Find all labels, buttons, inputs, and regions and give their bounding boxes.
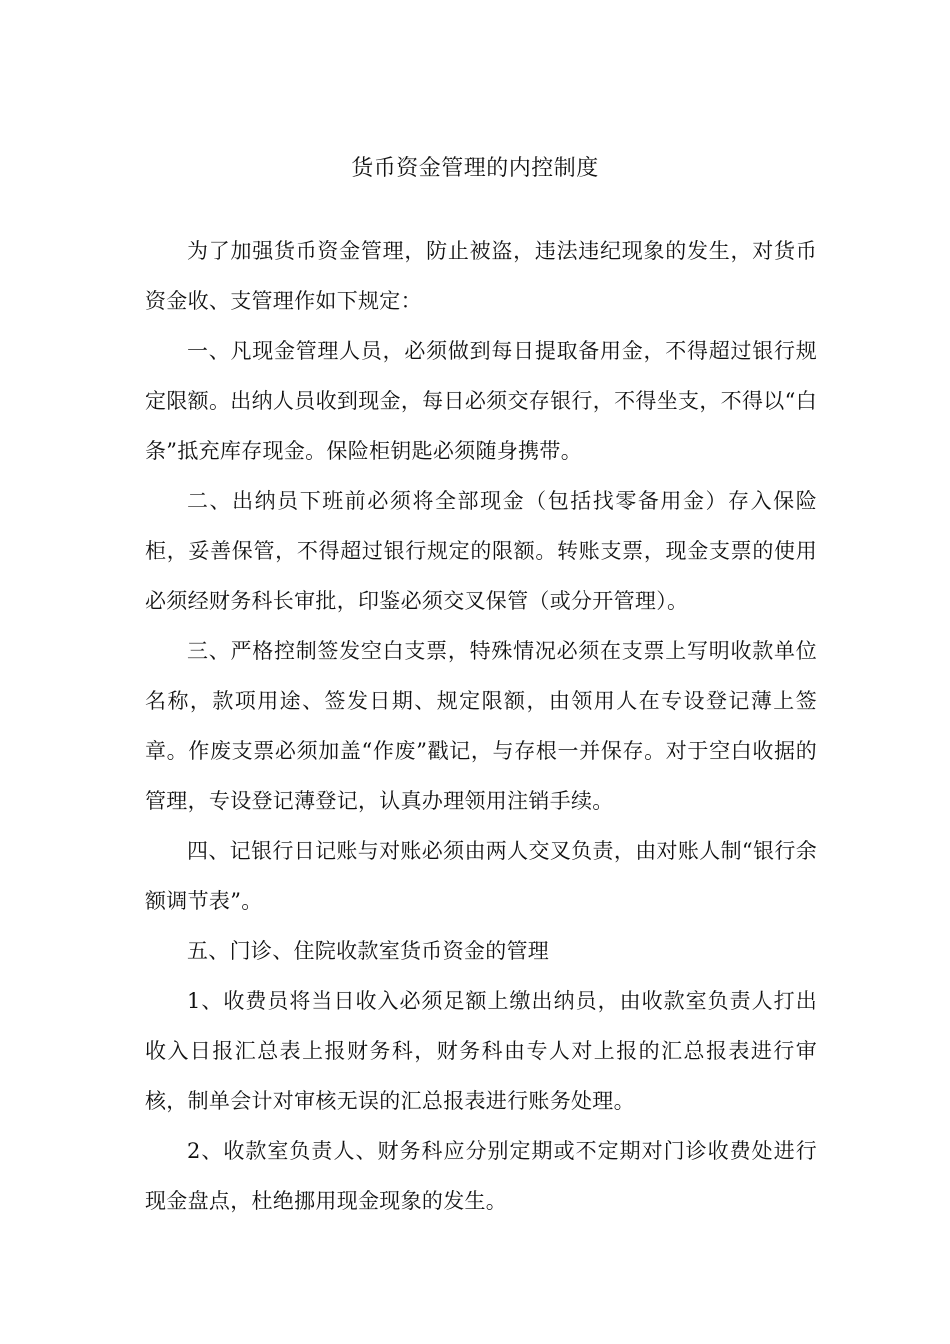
document-title: 货币资金管理的内控制度	[351, 156, 599, 181]
paragraph-intro: 为了加强货币资金管理，防止被盗，违法违纪现象的发生，对货币资金收、支管理作如下规定：	[145, 239, 817, 313]
paragraph-item-5-heading: 五、门诊、住院收款室货币资金的管理	[187, 939, 550, 963]
paragraph-item-2: 二、出纳员下班前必须将全部现金（包括找零备用金）存入保险柜，妥善保管，不得超过银行规定的限额。转账支票，现金支票的使用必须经财务科长审批，印鉴必须交叉保管（或分开管理）。	[145, 489, 817, 613]
paragraph-item-3: 三、严格控制签发空白支票，特殊情况必须在支票上写明收款单位名称，款项用途、签发日期、规定限额，由领用人在专设登记薄上签章。作废支票必须加盖“作废”戳记，与存根一并保存。对于空白收据的管理，专设登记薄登记，认真办理领用注销手续。	[145, 639, 817, 813]
paragraph-subitem-2: 2、收款室负责人、财务科应分别定期或不定期对门诊收费处进行现金盘点，杜绝挪用现金现象的发生。	[145, 1139, 817, 1213]
paragraph-item-4: 四、记银行日记账与对账必须由两人交叉负责，由对账人制“银行余额调节表”。	[145, 839, 817, 913]
paragraph-subitem-1: 1、收费员将当日收入必须足额上缴出纳员，由收款室负责人打出收入日报汇总表上报财务科，财务科由专人对上报的汇总报表进行审核，制单会计对审核无误的汇总报表进行账务处理。	[145, 989, 817, 1113]
paragraph-item-1: 一、凡现金管理人员，必须做到每日提取备用金，不得超过银行规定限额。出纳人员收到现金，每日必须交存银行，不得坐支，不得以“白条”抵充库存现金。保险柜钥匙必须随身携带。	[145, 339, 817, 463]
document-body	[145, 226, 817, 1226]
